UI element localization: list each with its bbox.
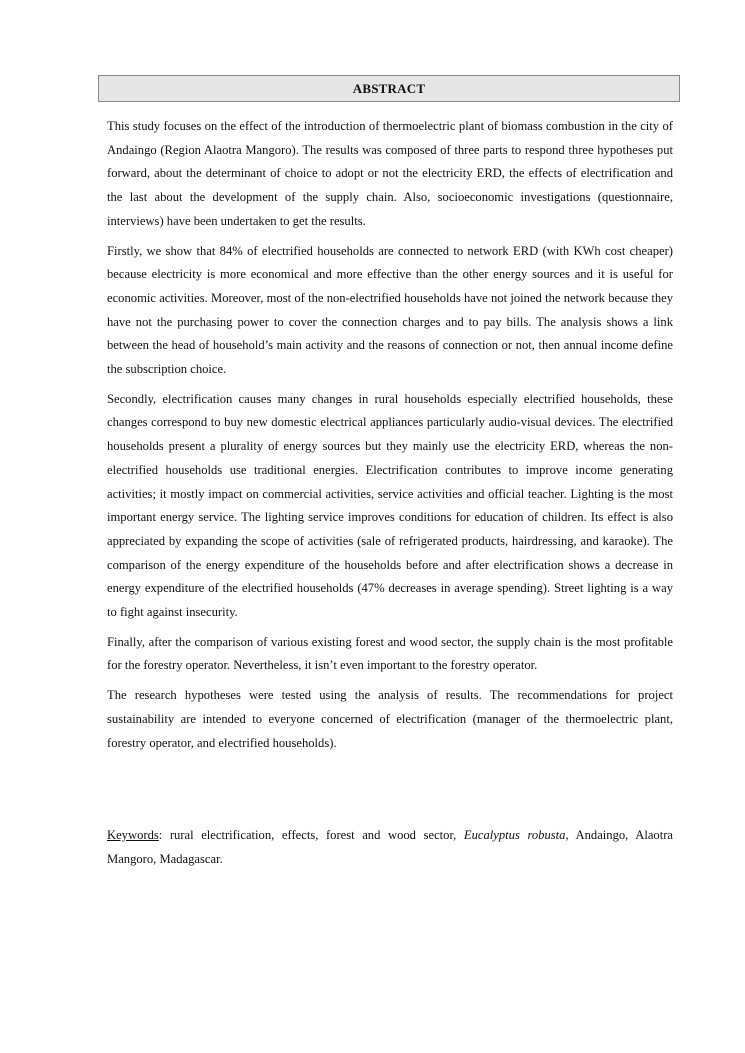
keywords-species-name: Eucalyptus robusta [463,828,566,842]
abstract-paragraph-hypotheses: The research hypotheses were tested using the analysis of results. The recommendations for project sustainability are intended to everyone concerned of electrification (manager of the thermoelectric plant, forestry operator, and electrified households). [107,688,673,750]
keywords-text-part2: , Andaingo, Alaotra Mangoro, Madagascar. [107,828,673,866]
abstract-paragraph-intro: This study focuses on the effect of the introduction of thermoelectric plant of biomass combustion in the city of Andaingo (Region Alaotra Mangoro). The results was composed of three parts to respond three hypotheses put forward, about the determinant of choice to adopt or not the electricity ERD, the effects of electrification and the last about the development of the supply chain. Also, socioeconomic investigations (questionnaire, interviews) have been undertaken to get the results. [107,119,673,228]
abstract-header-box [98,75,680,102]
abstract-body [107,115,673,761]
keywords-colon: : [158,828,163,842]
abstract-paragraph-finally: Finally, after the comparison of various existing forest and wood sector, the supply chain is the most profitable for the forestry operator. Nevertheless, it isn’t even important to the forestry operator. [107,634,673,673]
abstract-title: ABSTRACT [352,80,426,96]
abstract-paragraph-firstly: Firstly, we show that 84% of electrified households are connected to network ERD (with KWh cost cheaper) because electricity is more economical and more effective than the other energy sources and it is useful for economic activities. Moreover, most of the non-electrified households have not joined the network because they have not the purchasing power to cover the connection charges and to pay bills. The analysis shows a link between the head of household’s main activity and the reasons of connection or not, then annual income define the subscription choice. [107,243,673,377]
keywords-text-part1: rural electrification, effects, forest and wood sector, [162,828,464,842]
abstract-paragraph-secondly: Secondly, electrification causes many changes in rural households especially electrified households, these changes correspond to buy new domestic electrical appliances particularly audio-visual devices. The electrified households present a plurality of energy sources but they mainly use the electricity ERD, whereas the non-electrified households use traditional energies. Electrification contributes to improve income generating activities; it mostly impact on commercial activities, service activities and official teacher. Lighting is the most important energy service. The lighting service improves conditions for education of children. Its effect is also appreciated by expanding the scope of activities (sale of refrigerated products, hairdressing, and karaoke). The comparison of the energy expenditure of the households before and after electrification shows a decrease in energy expenditure of the electrified households (47% decreases in average spending). Street lighting is a way to fight against insecurity. [107,391,673,620]
keywords-line [107,823,673,871]
keywords-label: Keywords [107,828,159,842]
